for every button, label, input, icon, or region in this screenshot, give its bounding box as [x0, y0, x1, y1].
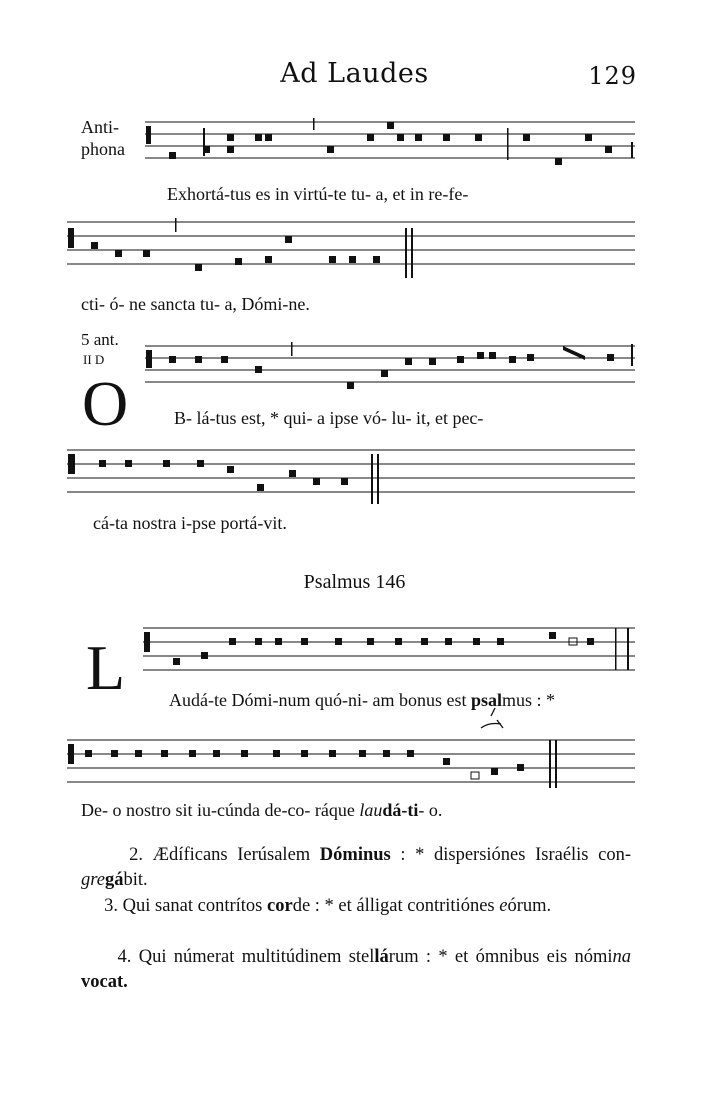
lyrics-antiphon5-line1: B- lá-tus est, * qui- a ipse vó- lu- it, et pec- [174, 408, 484, 428]
drop-cap-initial: O [82, 368, 129, 439]
verse-text: bit. [123, 870, 148, 890]
verse-text: órum. [507, 896, 552, 916]
c-clef-icon [68, 744, 74, 764]
antiphon-label-line2: phona [81, 139, 125, 159]
lyrics-antiphon5-line2: cá-ta nostra i-pse portá-vit. [93, 513, 287, 533]
verse-text: Qui sanat contrítos [122, 896, 268, 916]
verse-text: nómi [574, 947, 613, 967]
c-clef-icon [146, 350, 152, 368]
verse-prep-syllable: e [499, 896, 508, 916]
psalm-intonation-accent: psal [470, 690, 502, 710]
psalm-termination-end: - o. [418, 800, 443, 820]
lyrics-antiphon1-line2: cti- ó- ne sancta tu- a, Dómi-ne. [81, 294, 310, 314]
mode-label: II D [83, 352, 105, 367]
psalm-verse-2 [81, 843, 631, 893]
accent-mark-icon [479, 706, 507, 732]
chant-staff-antiphon1-line2 [67, 218, 635, 278]
verse-number: 4. [117, 947, 132, 967]
verse-prep-syllable: gre [81, 870, 105, 890]
page-title: Ad Laudes [280, 58, 429, 89]
c-clef-icon [146, 126, 151, 144]
c-clef-icon [144, 632, 150, 652]
antiphon-number-label: 5 ant. [81, 330, 119, 349]
chant-staff-antiphon1-line1 [145, 118, 635, 170]
verse-accent: gá [104, 870, 124, 890]
lyrics-psalm-termination [81, 800, 442, 821]
verse-number: 3. [104, 896, 118, 916]
verse-prep-syllable: na [612, 947, 631, 967]
psalm-termination-text: De- o nostro sit iu-cúnda de-co- ráque [81, 800, 355, 820]
psalm-termination-accent: dá-ti [382, 800, 419, 820]
chant-staff-psalm-intonation [143, 624, 635, 680]
psalm-verse-3 [81, 894, 631, 919]
lyrics-antiphon1-line1: Exhortá-tus es in virtú-te tu- a, et in re-fe- [167, 184, 469, 204]
psalm-termination-italic: lau [359, 800, 383, 820]
verse-text: Ædíficans Ierúsalem [152, 845, 320, 865]
drop-cap-initial-psalm: L [86, 632, 126, 703]
antiphon-label-line1: Anti- [81, 117, 119, 137]
verse-text: : * dispersiónes Israélis con- [390, 845, 631, 865]
verse-number: 2. [129, 845, 143, 865]
verse-accent: cor [267, 896, 293, 916]
antiphon-label [81, 116, 125, 160]
psalm-verse-4 [81, 945, 631, 995]
verse-accent: Dóminus [319, 845, 391, 865]
chant-staff-psalm-termination [67, 736, 635, 792]
chant-staff-antiphon5-line1 [145, 340, 635, 395]
verse-text: de : * et álligat contritiónes [292, 896, 500, 916]
verse-accent: vocat. [81, 972, 128, 992]
c-clef-icon [68, 454, 75, 474]
verse-accent: lá [374, 947, 389, 967]
verse-text: rum : * et ómnibus eis [388, 947, 575, 967]
chant-staff-antiphon5-line2 [67, 444, 635, 504]
psalm-title: Psalmus 146 [303, 571, 406, 593]
verse-text: Qui númerat multitúdinem stel [138, 947, 375, 967]
psalm-intonation-end: mus : * [501, 690, 555, 710]
page-number: 129 [588, 62, 637, 90]
c-clef-icon [68, 228, 74, 248]
psalm-intonation-text: Audá-te Dómi-num quó-ni- am bonus est [169, 690, 467, 710]
